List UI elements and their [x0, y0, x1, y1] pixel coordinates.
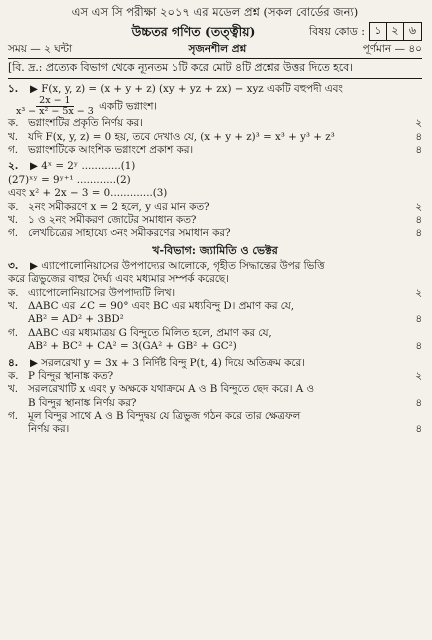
sub-text: ভগ্নাংশটিকে আংশিক ভগ্নাংশে প্রকাশ কর।: [28, 144, 194, 157]
exam-time: সময় — ২ ঘন্টা: [8, 42, 73, 55]
sub-label: ক.: [8, 369, 19, 382]
code-digit: ২: [387, 23, 404, 40]
question-number: ৪.: [8, 356, 19, 369]
marks: ৪: [415, 313, 422, 326]
question-stem: ▶ এ্যাপোলোনিয়াসের উপপাদ্যের আলোকে, গৃহীত সিদ্ধান্তের উপর ভিত্তি: [30, 259, 325, 272]
sub-text: ১ ও ২নং সমীকরণ জোটের সমাধান কত?: [28, 213, 197, 226]
question-stem: ▶ F(x, y, z) = (x + y + z) (xy + yz + zx) − xyz একটি বহুপদী এবং: [30, 82, 343, 95]
sub-text: লেখচিত্রের সাহায্যে ৩নং সমীকরণের সমাধান কর?: [28, 227, 231, 240]
meta-row: [8, 42, 422, 57]
sub-text: ΔABC এর ∠C = 90° এবং BC এর মধ্যবিন্দু D। প্রমাণ কর যে,: [28, 300, 295, 313]
sub-text: নির্ণয় কর।: [28, 423, 70, 436]
fraction: [14, 96, 96, 117]
marks: ৪: [415, 144, 422, 157]
marks: ৪: [415, 213, 422, 226]
question-stem-cont: করে ত্রিভুজের বাহুর দৈর্ঘ্য এবং মধ্যমার সম্পর্ক করেছে।: [8, 273, 229, 286]
sub-question: [8, 410, 422, 423]
marks: ২: [415, 200, 422, 213]
sub-question: [8, 214, 422, 227]
section-heading: খ-বিভাগ: জ্যামিতি ও ভেক্টর: [152, 243, 278, 257]
sub-question: [8, 300, 422, 313]
marks: ২: [415, 286, 422, 299]
sub-text: এ্যাপোলোনিয়াসের উপপাদ্যটি লিখ।: [28, 286, 176, 299]
sub-question: [8, 370, 422, 383]
sub-text: AB² + BC² + CA² = 3(GA² + GB² + GC²): [28, 340, 237, 353]
sub-text: সরলরেখাটি x এবং y অক্ষকে যথাক্রমে A ও B বিন্দুতে ছেদ করে। A ও: [28, 383, 314, 396]
sub-label: গ.: [8, 227, 19, 240]
sub-question: [8, 201, 422, 214]
subject-code-label: বিষয় কোড :: [309, 24, 365, 38]
sub-text: P বিন্দুর স্থানাঙ্ক কত?: [28, 369, 114, 382]
sub-question: [8, 327, 422, 340]
question-stem: ▶ 4ˣ = 2ʸ ............(1): [30, 160, 136, 173]
question-2: [8, 160, 422, 173]
sub-question: [8, 227, 422, 240]
marks: ২: [415, 117, 422, 130]
fraction-denominator: x³ − x² − 5x − 3: [16, 106, 94, 118]
marks: ৪: [415, 130, 422, 143]
sub-label: খ.: [8, 300, 19, 313]
sub-question: [8, 383, 422, 396]
sub-text: ΔABC এর মধ্যমাত্রয় G বিন্দুতে মিলিত হলে, প্রমাণ কর যে,: [28, 326, 272, 339]
sub-question-cont: [8, 397, 422, 410]
question-stem: ▶ সরলরেখা y = 3x + 3 নির্দিষ্ট বিন্দু P(t, 4) দিয়ে অতিক্রম করে।: [30, 356, 305, 369]
sub-label: গ.: [8, 326, 19, 339]
fraction-tail: একটি ভগ্নাংশ।: [99, 100, 157, 113]
divider: [8, 78, 422, 79]
sub-question: [8, 117, 422, 130]
subject-title: উচ্চতর গণিত (তত্ত্বীয়): [131, 23, 256, 39]
sub-text: B বিন্দুর স্থানাঙ্ক নির্ণয় কর?: [28, 396, 137, 409]
sub-label: ক.: [8, 286, 19, 299]
sub-label: খ.: [8, 213, 19, 226]
full-marks: পূর্ণমান — ৪০: [362, 42, 422, 55]
sub-text: ২নং সমীকরণে x = 2 হলে, y এর মান কত?: [28, 200, 210, 213]
sub-question-cont: [8, 423, 422, 436]
subject-row: [8, 22, 422, 42]
marks: ২: [415, 369, 422, 382]
subject-code-box: [369, 22, 422, 41]
marks: ৪: [415, 423, 422, 436]
marks: ৪: [415, 340, 422, 353]
sub-text: ভগ্নাংশটির প্রকৃতি নির্ণয় কর।: [28, 117, 143, 130]
divider: [8, 58, 422, 59]
question-type: সৃজনশীল প্রশ্ন: [188, 42, 247, 55]
sub-label: ক.: [8, 200, 19, 213]
equation: এবং x² + 2x − 3 = 0.............(3): [8, 187, 168, 200]
equation: (27)ˣʸ = 9ʸ⁺¹ ............(2): [8, 173, 131, 186]
question-number: ২.: [8, 160, 19, 173]
sub-question-cont: [8, 313, 422, 326]
sub-label: খ.: [8, 130, 19, 143]
code-digit: ১: [370, 23, 387, 40]
marks: ৪: [415, 227, 422, 240]
question-number: ১.: [8, 82, 19, 95]
question-1: [8, 83, 422, 96]
sub-label: ক.: [8, 117, 19, 130]
sub-label: গ.: [8, 410, 19, 423]
sub-question: [8, 287, 422, 300]
sub-text: যদি F(x, y, z) = 0 হয়, তবে দেখাও যে, (x + y + z)³ = x³ + y³ + z³: [28, 130, 335, 143]
marks: ৪: [415, 396, 422, 409]
instruction-note: [বি. দ্র.: প্রত্যেক বিভাগ থেকে ন্যূনতম ১টি করে মোট ৪টি প্রশ্নের উত্তর দিতে হবে।: [8, 60, 353, 74]
sub-label: গ.: [8, 144, 19, 157]
question-number: ৩.: [8, 259, 19, 272]
question-4: [8, 357, 422, 370]
fraction-numerator: 2x − 1: [36, 96, 73, 107]
sub-question: [8, 131, 422, 144]
code-digit: ৬: [408, 24, 417, 38]
sub-label: খ.: [8, 383, 19, 396]
sub-text: AB² = AD² + 3BD²: [28, 313, 124, 326]
fraction-line: [8, 96, 422, 117]
exam-title: এস এস সি পরীক্ষা ২০১৭ এর মডেল প্রশ্ন (সকল বোর্ডের জন্য): [71, 5, 359, 19]
sub-question: [8, 144, 422, 157]
sub-text: মূল বিন্দুর সাথে A ও B বিন্দুদ্বয় যে ত্রিভুজ গঠন করে তার ক্ষেত্রফল: [28, 410, 301, 423]
sub-question-cont: [8, 340, 422, 353]
question-3: [8, 260, 422, 273]
